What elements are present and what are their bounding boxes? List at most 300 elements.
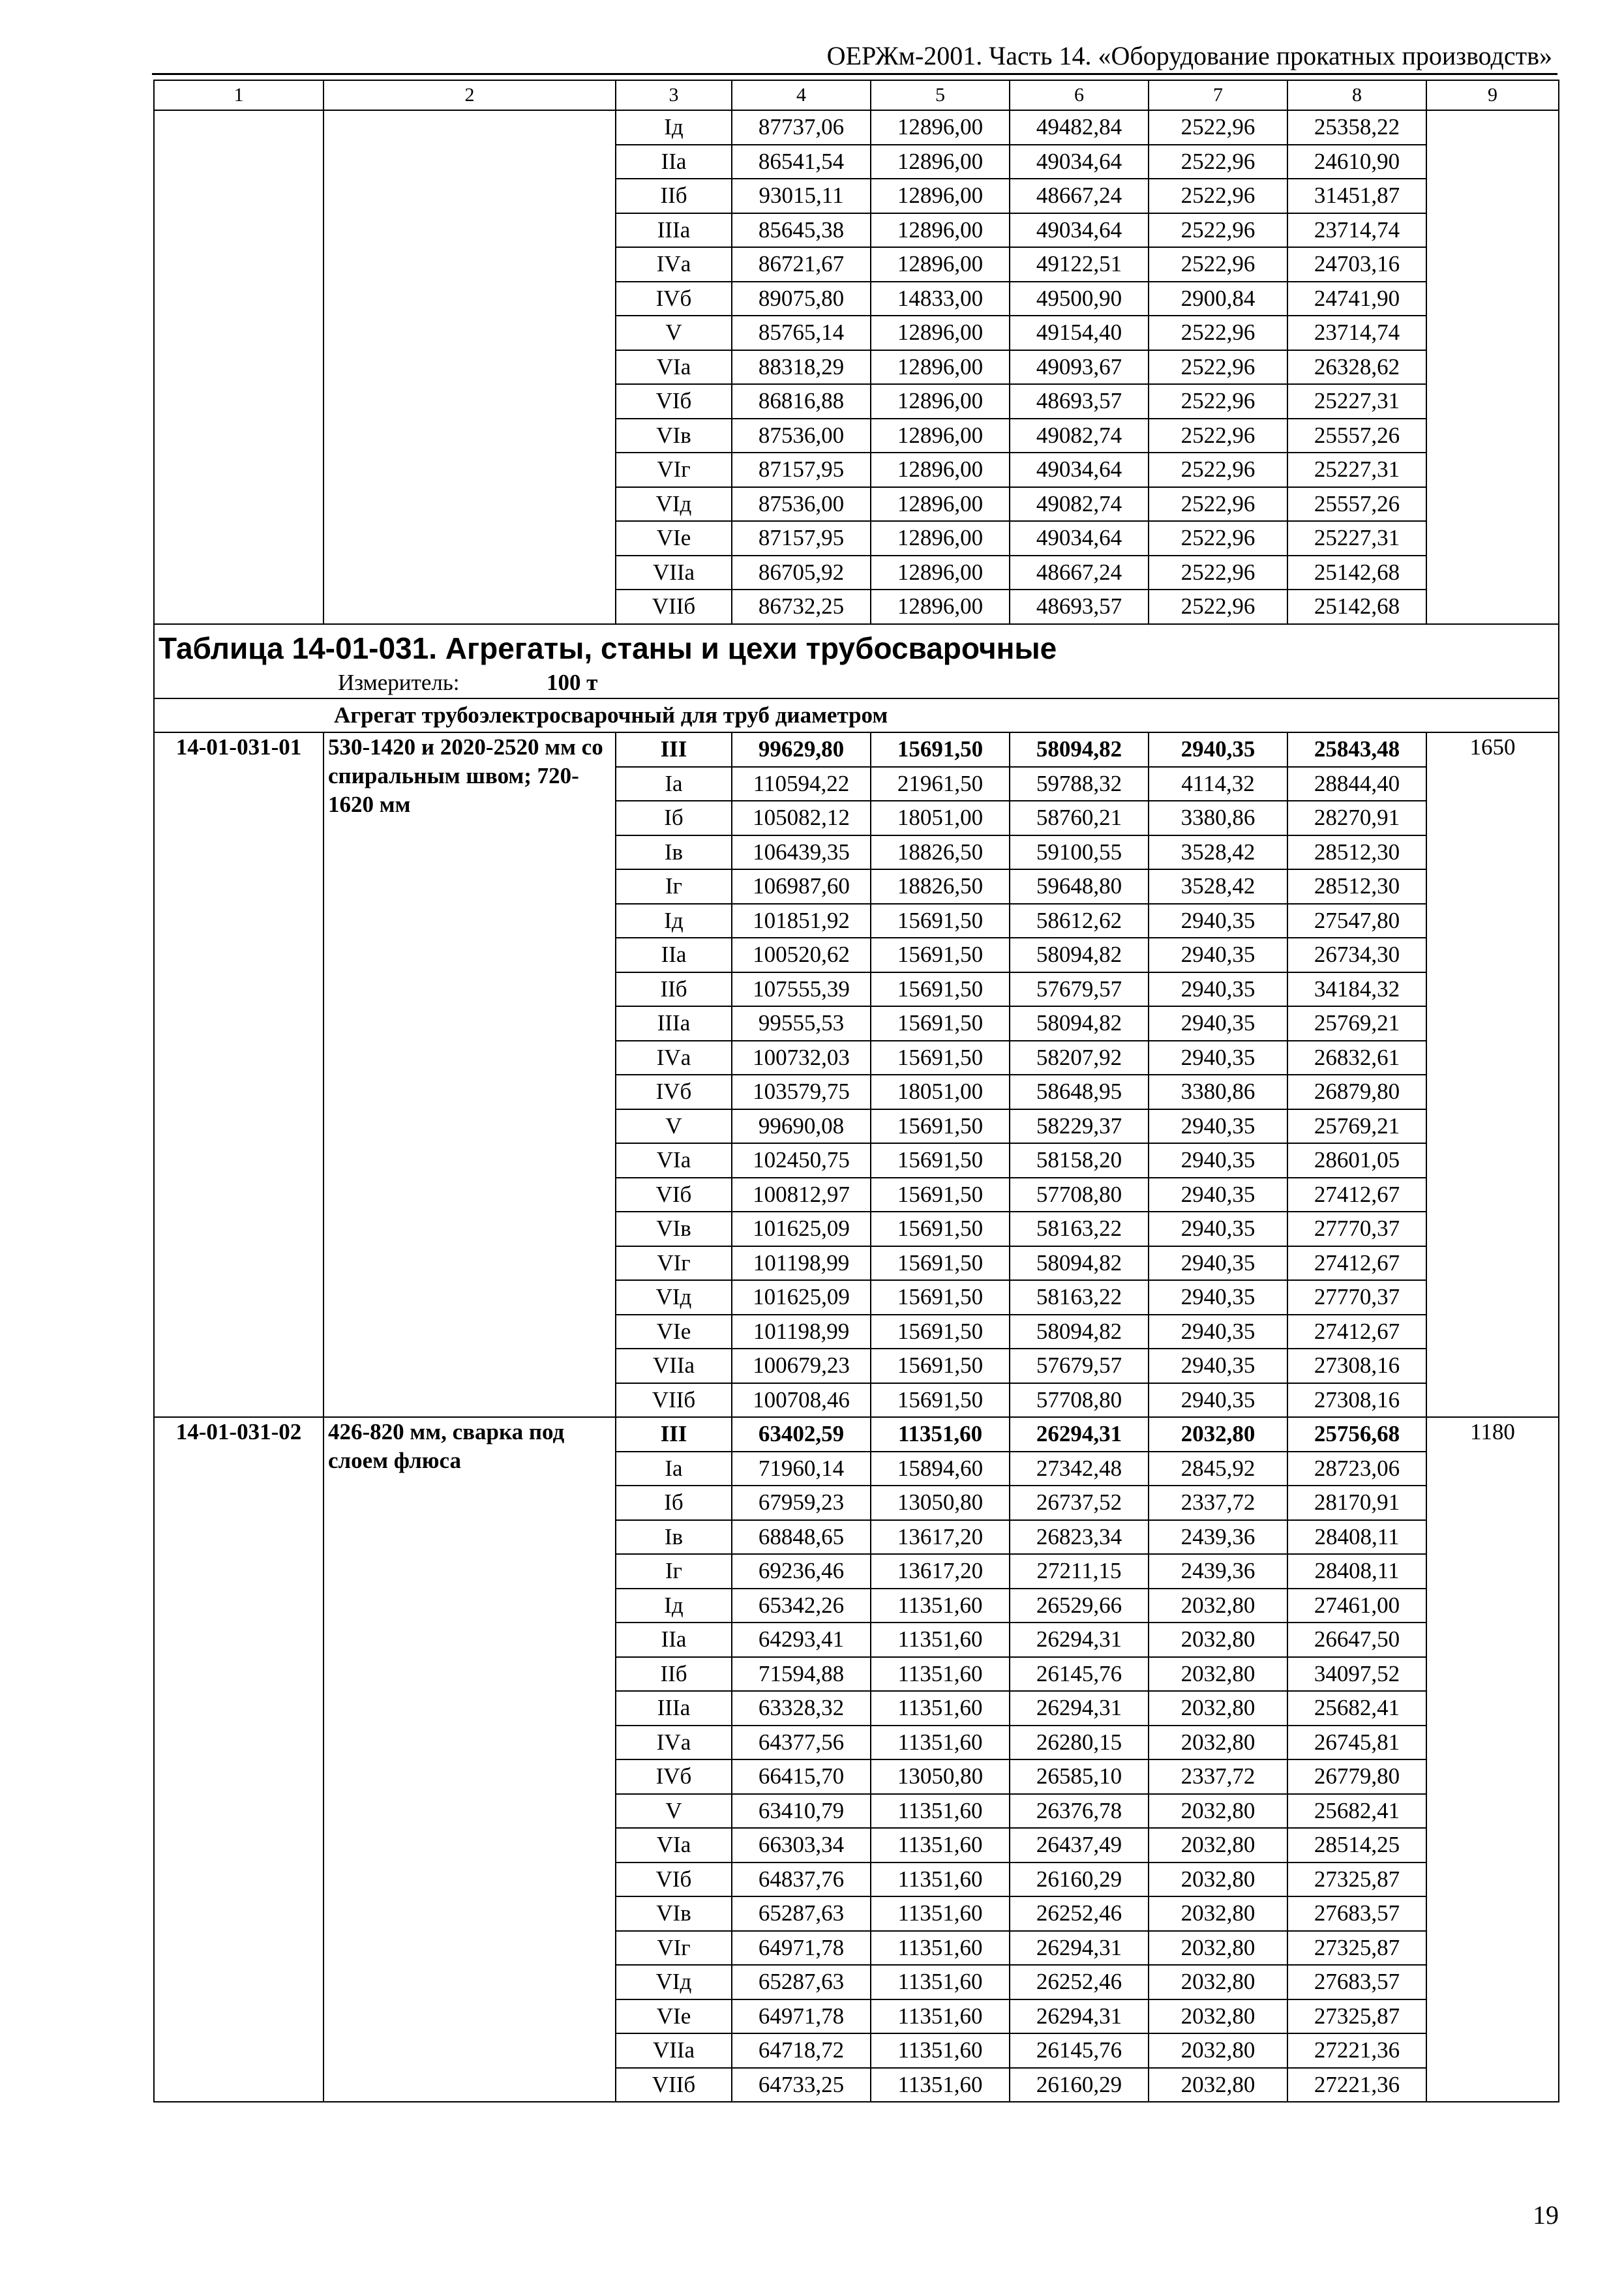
cell-value: 100679,23 [732, 1349, 871, 1383]
cell-value: 15691,50 [871, 972, 1010, 1007]
cell-value: 26585,10 [1010, 1759, 1149, 1794]
cell-value: 58229,37 [1010, 1109, 1149, 1144]
cell-value: 12896,00 [871, 247, 1010, 282]
cell-value: 27325,87 [1287, 1999, 1426, 2034]
cell-zone: V [616, 316, 732, 350]
cell-zone: III [616, 732, 732, 767]
cell-value: 11351,60 [871, 2033, 1010, 2068]
cell-value: 25358,22 [1287, 110, 1426, 145]
cell-zone: VIе [616, 521, 732, 556]
cell-description: 426-820 мм, сварка под слоем флюса [323, 1417, 616, 2102]
cell-value: 88318,29 [732, 350, 871, 385]
cell-value: 48667,24 [1010, 179, 1149, 213]
cell-value: 110594,22 [732, 767, 871, 801]
cell-zone: IIIа [616, 1691, 732, 1726]
cell-value: 26145,76 [1010, 1657, 1149, 1692]
cell-value: 3380,86 [1149, 1075, 1287, 1109]
cell-value: 2940,35 [1149, 1109, 1287, 1144]
cell-value: 15691,50 [871, 1280, 1010, 1315]
cell-value: 2522,96 [1149, 419, 1287, 453]
cell-value: 11351,60 [871, 1965, 1010, 1999]
cell-value: 27308,16 [1287, 1349, 1426, 1383]
cell-code: 14-01-031-01 [154, 732, 323, 1417]
cell-value: 71960,14 [732, 1452, 871, 1486]
table-row [154, 732, 1559, 767]
cell-zone: VIг [616, 1246, 732, 1281]
cell-value: 65287,63 [732, 1896, 871, 1931]
table-title: Таблица 14-01-031. Агрегаты, станы и цехи трубосварочные [158, 631, 1057, 665]
cell-value: 27221,36 [1287, 2068, 1426, 2102]
cell-value: 2032,80 [1149, 2033, 1287, 2068]
cell-zone: VIд [616, 1280, 732, 1315]
cell-zone: VIд [616, 1965, 732, 1999]
cell-value: 15691,50 [871, 1006, 1010, 1041]
cell-value: 66415,70 [732, 1759, 871, 1794]
cell-value: 87157,95 [732, 453, 871, 487]
cell-value: 27770,37 [1287, 1280, 1426, 1315]
cell-value: 11351,60 [871, 2068, 1010, 2102]
cell-value: 26160,29 [1010, 1863, 1149, 1897]
cell-value: 25769,21 [1287, 1006, 1426, 1041]
cell-value: 2940,35 [1149, 1349, 1287, 1383]
cell-zone: IVб [616, 282, 732, 316]
cell-zone: VIа [616, 1828, 732, 1863]
cell-value: 27547,80 [1287, 904, 1426, 938]
cell-value: 2900,84 [1149, 282, 1287, 316]
cell-value: 13617,20 [871, 1554, 1010, 1589]
table-body [154, 80, 1559, 2102]
cell-zone: IVа [616, 1041, 732, 1075]
cell-value: 11351,60 [871, 1931, 1010, 1966]
cell-value: 2940,35 [1149, 1246, 1287, 1281]
cell-value: 25557,26 [1287, 487, 1426, 522]
cell-value: 27412,67 [1287, 1178, 1426, 1212]
cell-zone: Iа [616, 1452, 732, 1486]
cell-value: 2522,96 [1149, 453, 1287, 487]
cell-value: 11351,60 [871, 1896, 1010, 1931]
cell-value: 2439,36 [1149, 1554, 1287, 1589]
cell-value: 26832,61 [1287, 1041, 1426, 1075]
cell-zone: Iа [616, 767, 732, 801]
cell-value: 59648,80 [1010, 869, 1149, 904]
cell-value: 2522,96 [1149, 384, 1287, 419]
cell-value: 2940,35 [1149, 1041, 1287, 1075]
cell-value: 100708,46 [732, 1383, 871, 1418]
cell-value: 85645,38 [732, 213, 871, 248]
cell-value: 2439,36 [1149, 1520, 1287, 1555]
cell-value: 58207,92 [1010, 1041, 1149, 1075]
cell-value: 12896,00 [871, 384, 1010, 419]
cell-value: 15691,50 [871, 938, 1010, 972]
cell-value: 2940,35 [1149, 1143, 1287, 1178]
cell-value: 48693,57 [1010, 590, 1149, 624]
cell-zone: IIIа [616, 1006, 732, 1041]
cell-value: 18826,50 [871, 835, 1010, 870]
cell-value: 66303,34 [732, 1828, 871, 1863]
cell-value: 2845,92 [1149, 1452, 1287, 1486]
cell-value: 26280,15 [1010, 1726, 1149, 1760]
group-title-row [154, 698, 1559, 733]
cell-value: 3528,42 [1149, 869, 1287, 904]
cell-value: 26294,31 [1010, 1691, 1149, 1726]
cell-zone: IIIа [616, 213, 732, 248]
cell-value: 23714,74 [1287, 316, 1426, 350]
cell-value: 26779,80 [1287, 1759, 1426, 1794]
cell-zone: Iв [616, 835, 732, 870]
cell-value: 27308,16 [1287, 1383, 1426, 1418]
column-number: 4 [732, 80, 871, 110]
cell-value: 49034,64 [1010, 453, 1149, 487]
cell-value: 2032,80 [1149, 2068, 1287, 2102]
cell-value: 2940,35 [1149, 1006, 1287, 1041]
cell-value: 2337,72 [1149, 1486, 1287, 1520]
cell-zone: VIб [616, 1863, 732, 1897]
cell-value: 63410,79 [732, 1794, 871, 1829]
cell-value: 58648,95 [1010, 1075, 1149, 1109]
cell-value: 2940,35 [1149, 1280, 1287, 1315]
cell-value: 12896,00 [871, 487, 1010, 522]
column-number: 7 [1149, 80, 1287, 110]
cell-value: 27770,37 [1287, 1212, 1426, 1246]
cell-value: 67959,23 [732, 1486, 871, 1520]
cell-value: 15691,50 [871, 904, 1010, 938]
cell-value: 2940,35 [1149, 904, 1287, 938]
meter-value: 100 т [547, 669, 598, 695]
cell-value: 58094,82 [1010, 732, 1149, 767]
cell-zone: Iв [616, 1520, 732, 1555]
cell-value: 25769,21 [1287, 1109, 1426, 1144]
table-title-row [154, 624, 1559, 698]
cell-value: 2522,96 [1149, 213, 1287, 248]
cell-value: 11351,60 [871, 1828, 1010, 1863]
cell-value: 27683,57 [1287, 1965, 1426, 1999]
cell-value: 26252,46 [1010, 1896, 1149, 1931]
cell-value: 64377,56 [732, 1726, 871, 1760]
cell-value: 105082,12 [732, 801, 871, 835]
cell-value: 93015,11 [732, 179, 871, 213]
cell-value: 49482,84 [1010, 110, 1149, 145]
cell-zone: VIа [616, 1143, 732, 1178]
cell-zone: VIд [616, 487, 732, 522]
cell-zone: IVа [616, 1726, 732, 1760]
cell-value: 26160,29 [1010, 2068, 1149, 2102]
cell-value: 2522,96 [1149, 316, 1287, 350]
cell-value: 49034,64 [1010, 521, 1149, 556]
cell-value: 2032,80 [1149, 1623, 1287, 1657]
cell-value: 3380,86 [1149, 801, 1287, 835]
cell-value: 2522,96 [1149, 521, 1287, 556]
cell-value: 2522,96 [1149, 247, 1287, 282]
cell-value: 27325,87 [1287, 1863, 1426, 1897]
cell-value: 64718,72 [732, 2033, 871, 2068]
cell-value: 103579,75 [732, 1075, 871, 1109]
cell-value: 2940,35 [1149, 1315, 1287, 1349]
cell-value: 100732,03 [732, 1041, 871, 1075]
cell-value: 26737,52 [1010, 1486, 1149, 1520]
cell-value: 2940,35 [1149, 1178, 1287, 1212]
cell-value: 26252,46 [1010, 1965, 1149, 1999]
cell-description-empty [323, 110, 616, 624]
cell-value: 14833,00 [871, 282, 1010, 316]
cell-value: 2940,35 [1149, 732, 1287, 767]
cell-value: 64971,78 [732, 1999, 871, 2034]
cell-value: 34184,32 [1287, 972, 1426, 1007]
cell-value: 57708,80 [1010, 1383, 1149, 1418]
cell-value: 85765,14 [732, 316, 871, 350]
cell-value: 13617,20 [871, 1520, 1010, 1555]
cell-zone: IIа [616, 938, 732, 972]
cell-value: 58158,20 [1010, 1143, 1149, 1178]
cell-zone: IIа [616, 1623, 732, 1657]
cell-value: 64837,76 [732, 1863, 871, 1897]
cell-value: 25227,31 [1287, 521, 1426, 556]
cell-value: 12896,00 [871, 590, 1010, 624]
cell-value: 49082,74 [1010, 487, 1149, 522]
cell-value: 11351,60 [871, 1417, 1010, 1452]
cell-value: 2522,96 [1149, 179, 1287, 213]
cell-value: 11351,60 [871, 1794, 1010, 1829]
cell-value: 31451,87 [1287, 179, 1426, 213]
cell-value: 49122,51 [1010, 247, 1149, 282]
cell-value: 99690,08 [732, 1109, 871, 1144]
cell-value: 2522,96 [1149, 110, 1287, 145]
cell-zone: Iб [616, 1486, 732, 1520]
cell-value: 58612,62 [1010, 904, 1149, 938]
cell-value: 57679,57 [1010, 972, 1149, 1007]
cell-value: 2032,80 [1149, 1999, 1287, 2034]
cell-value: 27412,67 [1287, 1315, 1426, 1349]
cell-value: 64733,25 [732, 2068, 871, 2102]
cell-zone: IIб [616, 179, 732, 213]
cell-value: 27325,87 [1287, 1931, 1426, 1966]
cell-value: 58094,82 [1010, 1006, 1149, 1041]
cell-value: 12896,00 [871, 521, 1010, 556]
cell-zone: VIб [616, 384, 732, 419]
cell-zone: IIб [616, 1657, 732, 1692]
cell-value: 25682,41 [1287, 1691, 1426, 1726]
cell-value: 2032,80 [1149, 1965, 1287, 1999]
cell-value: 49500,90 [1010, 282, 1149, 316]
cell-zone: Iг [616, 869, 732, 904]
cell-value: 87737,06 [732, 110, 871, 145]
cell-value: 25227,31 [1287, 453, 1426, 487]
meter-line [338, 668, 1554, 698]
cell-value: 28514,25 [1287, 1828, 1426, 1863]
cell-value: 100812,97 [732, 1178, 871, 1212]
table-title-cell [154, 624, 1559, 698]
cell-col9: 1180 [1426, 1417, 1559, 2102]
column-number-row [154, 80, 1559, 110]
cell-zone: Iг [616, 1554, 732, 1589]
cell-value: 58094,82 [1010, 1315, 1149, 1349]
cell-value: 58163,22 [1010, 1280, 1149, 1315]
column-number: 1 [154, 80, 323, 110]
page-header: ОЕРЖм-2001. Часть 14. «Оборудование прокатных производств» [826, 41, 1552, 70]
cell-value: 49093,67 [1010, 350, 1149, 385]
cell-zone: VIв [616, 1212, 732, 1246]
cell-value: 25142,68 [1287, 590, 1426, 624]
cell-value: 2940,35 [1149, 938, 1287, 972]
cell-zone: IVа [616, 247, 732, 282]
cell-value: 89075,80 [732, 282, 871, 316]
cell-value: 99629,80 [732, 732, 871, 767]
cell-zone: VIг [616, 1931, 732, 1966]
column-number: 3 [616, 80, 732, 110]
cell-value: 2032,80 [1149, 1657, 1287, 1692]
cell-value: 15691,50 [871, 1383, 1010, 1418]
cell-value: 34097,52 [1287, 1657, 1426, 1692]
cell-value: 11351,60 [871, 1726, 1010, 1760]
cell-zone: VIг [616, 453, 732, 487]
cell-value: 26294,31 [1010, 1417, 1149, 1452]
cell-value: 86816,88 [732, 384, 871, 419]
cell-value: 2940,35 [1149, 1212, 1287, 1246]
cell-value: 28512,30 [1287, 835, 1426, 870]
group-title: Агрегат трубоэлектросварочный для труб диаметром [154, 698, 1559, 733]
cell-zone: VIIа [616, 556, 732, 590]
cell-value: 102450,75 [732, 1143, 871, 1178]
cell-value: 57708,80 [1010, 1178, 1149, 1212]
cell-value: 24610,90 [1287, 145, 1426, 179]
cell-value: 12896,00 [871, 453, 1010, 487]
cell-value: 21961,50 [871, 767, 1010, 801]
cell-value: 2522,96 [1149, 350, 1287, 385]
cell-value: 15691,50 [871, 1143, 1010, 1178]
page-number: 19 [1533, 2200, 1559, 2230]
price-table [153, 80, 1559, 2102]
cell-value: 2522,96 [1149, 556, 1287, 590]
cell-value: 25682,41 [1287, 1794, 1426, 1829]
cell-value: 11351,60 [871, 1589, 1010, 1623]
cell-value: 2940,35 [1149, 972, 1287, 1007]
table-row [154, 110, 1559, 145]
cell-value: 63402,59 [732, 1417, 871, 1452]
cell-value: 2940,35 [1149, 1383, 1287, 1418]
cell-value: 26294,31 [1010, 1931, 1149, 1966]
cell-zone: Iд [616, 904, 732, 938]
cell-value: 12896,00 [871, 145, 1010, 179]
cell-zone: VIв [616, 419, 732, 453]
cell-value: 25142,68 [1287, 556, 1426, 590]
cell-zone: VIв [616, 1896, 732, 1931]
cell-value: 12896,00 [871, 556, 1010, 590]
cell-code-empty [154, 110, 323, 624]
cell-value: 26294,31 [1010, 1623, 1149, 1657]
cell-value: 26879,80 [1287, 1075, 1426, 1109]
cell-zone: VIIб [616, 590, 732, 624]
cell-value: 101198,99 [732, 1246, 871, 1281]
cell-value: 63328,32 [732, 1691, 871, 1726]
cell-value: 15691,50 [871, 1212, 1010, 1246]
cell-value: 86732,25 [732, 590, 871, 624]
cell-value: 26437,49 [1010, 1828, 1149, 1863]
cell-value: 2032,80 [1149, 1794, 1287, 1829]
cell-value: 69236,46 [732, 1554, 871, 1589]
cell-value: 26823,34 [1010, 1520, 1149, 1555]
cell-value: 87536,00 [732, 419, 871, 453]
cell-value: 2032,80 [1149, 1726, 1287, 1760]
cell-value: 12896,00 [871, 419, 1010, 453]
cell-value: 28270,91 [1287, 801, 1426, 835]
cell-value: 25557,26 [1287, 419, 1426, 453]
cell-value: 86705,92 [732, 556, 871, 590]
cell-value: 15691,50 [871, 1041, 1010, 1075]
cell-value: 2337,72 [1149, 1759, 1287, 1794]
cell-zone: IVб [616, 1075, 732, 1109]
cell-zone: IIб [616, 972, 732, 1007]
cell-value: 11351,60 [871, 1691, 1010, 1726]
column-number: 9 [1426, 80, 1559, 110]
cell-col9: 1650 [1426, 732, 1559, 1417]
cell-value: 64293,41 [732, 1623, 871, 1657]
cell-value: 87536,00 [732, 487, 871, 522]
cell-value: 3528,42 [1149, 835, 1287, 870]
cell-value: 2032,80 [1149, 1863, 1287, 1897]
cell-value: 25843,48 [1287, 732, 1426, 767]
cell-value: 57679,57 [1010, 1349, 1149, 1383]
cell-zone: VIIа [616, 2033, 732, 2068]
cell-value: 18826,50 [871, 869, 1010, 904]
cell-value: 106987,60 [732, 869, 871, 904]
cell-value: 12896,00 [871, 316, 1010, 350]
cell-value: 12896,00 [871, 110, 1010, 145]
cell-value: 15691,50 [871, 1349, 1010, 1383]
cell-value: 18051,00 [871, 801, 1010, 835]
column-number: 6 [1010, 80, 1149, 110]
cell-value: 26647,50 [1287, 1623, 1426, 1657]
cell-value: 48667,24 [1010, 556, 1149, 590]
cell-value: 15691,50 [871, 732, 1010, 767]
cell-zone: Iд [616, 110, 732, 145]
cell-zone: IVб [616, 1759, 732, 1794]
cell-value: 15691,50 [871, 1315, 1010, 1349]
cell-zone: V [616, 1794, 732, 1829]
cell-value: 26145,76 [1010, 2033, 1149, 2068]
cell-zone: VIIа [616, 1349, 732, 1383]
cell-value: 64971,78 [732, 1931, 871, 1966]
cell-value: 15894,60 [871, 1452, 1010, 1486]
cell-value: 2522,96 [1149, 487, 1287, 522]
cell-value: 12896,00 [871, 350, 1010, 385]
cell-value: 27342,48 [1010, 1452, 1149, 1486]
cell-value: 4114,32 [1149, 767, 1287, 801]
cell-zone: IIа [616, 145, 732, 179]
cell-value: 2032,80 [1149, 1691, 1287, 1726]
header-rule [152, 73, 1557, 75]
cell-value: 2032,80 [1149, 1589, 1287, 1623]
cell-value: 101851,92 [732, 904, 871, 938]
cell-code: 14-01-031-02 [154, 1417, 323, 2102]
cell-value: 87157,95 [732, 521, 871, 556]
cell-value: 12896,00 [871, 179, 1010, 213]
cell-value: 24703,16 [1287, 247, 1426, 282]
cell-zone: VIе [616, 1999, 732, 2034]
cell-zone: VIа [616, 350, 732, 385]
cell-value: 49034,64 [1010, 213, 1149, 248]
column-number: 8 [1287, 80, 1426, 110]
cell-value: 26745,81 [1287, 1726, 1426, 1760]
cell-value: 106439,35 [732, 835, 871, 870]
column-number: 2 [323, 80, 616, 110]
cell-value: 23714,74 [1287, 213, 1426, 248]
cell-value: 101625,09 [732, 1212, 871, 1246]
column-number: 5 [871, 80, 1010, 110]
cell-value: 100520,62 [732, 938, 871, 972]
cell-value: 2032,80 [1149, 1417, 1287, 1452]
cell-value: 11351,60 [871, 1657, 1010, 1692]
cell-value: 58163,22 [1010, 1212, 1149, 1246]
cell-value: 28844,40 [1287, 767, 1426, 801]
